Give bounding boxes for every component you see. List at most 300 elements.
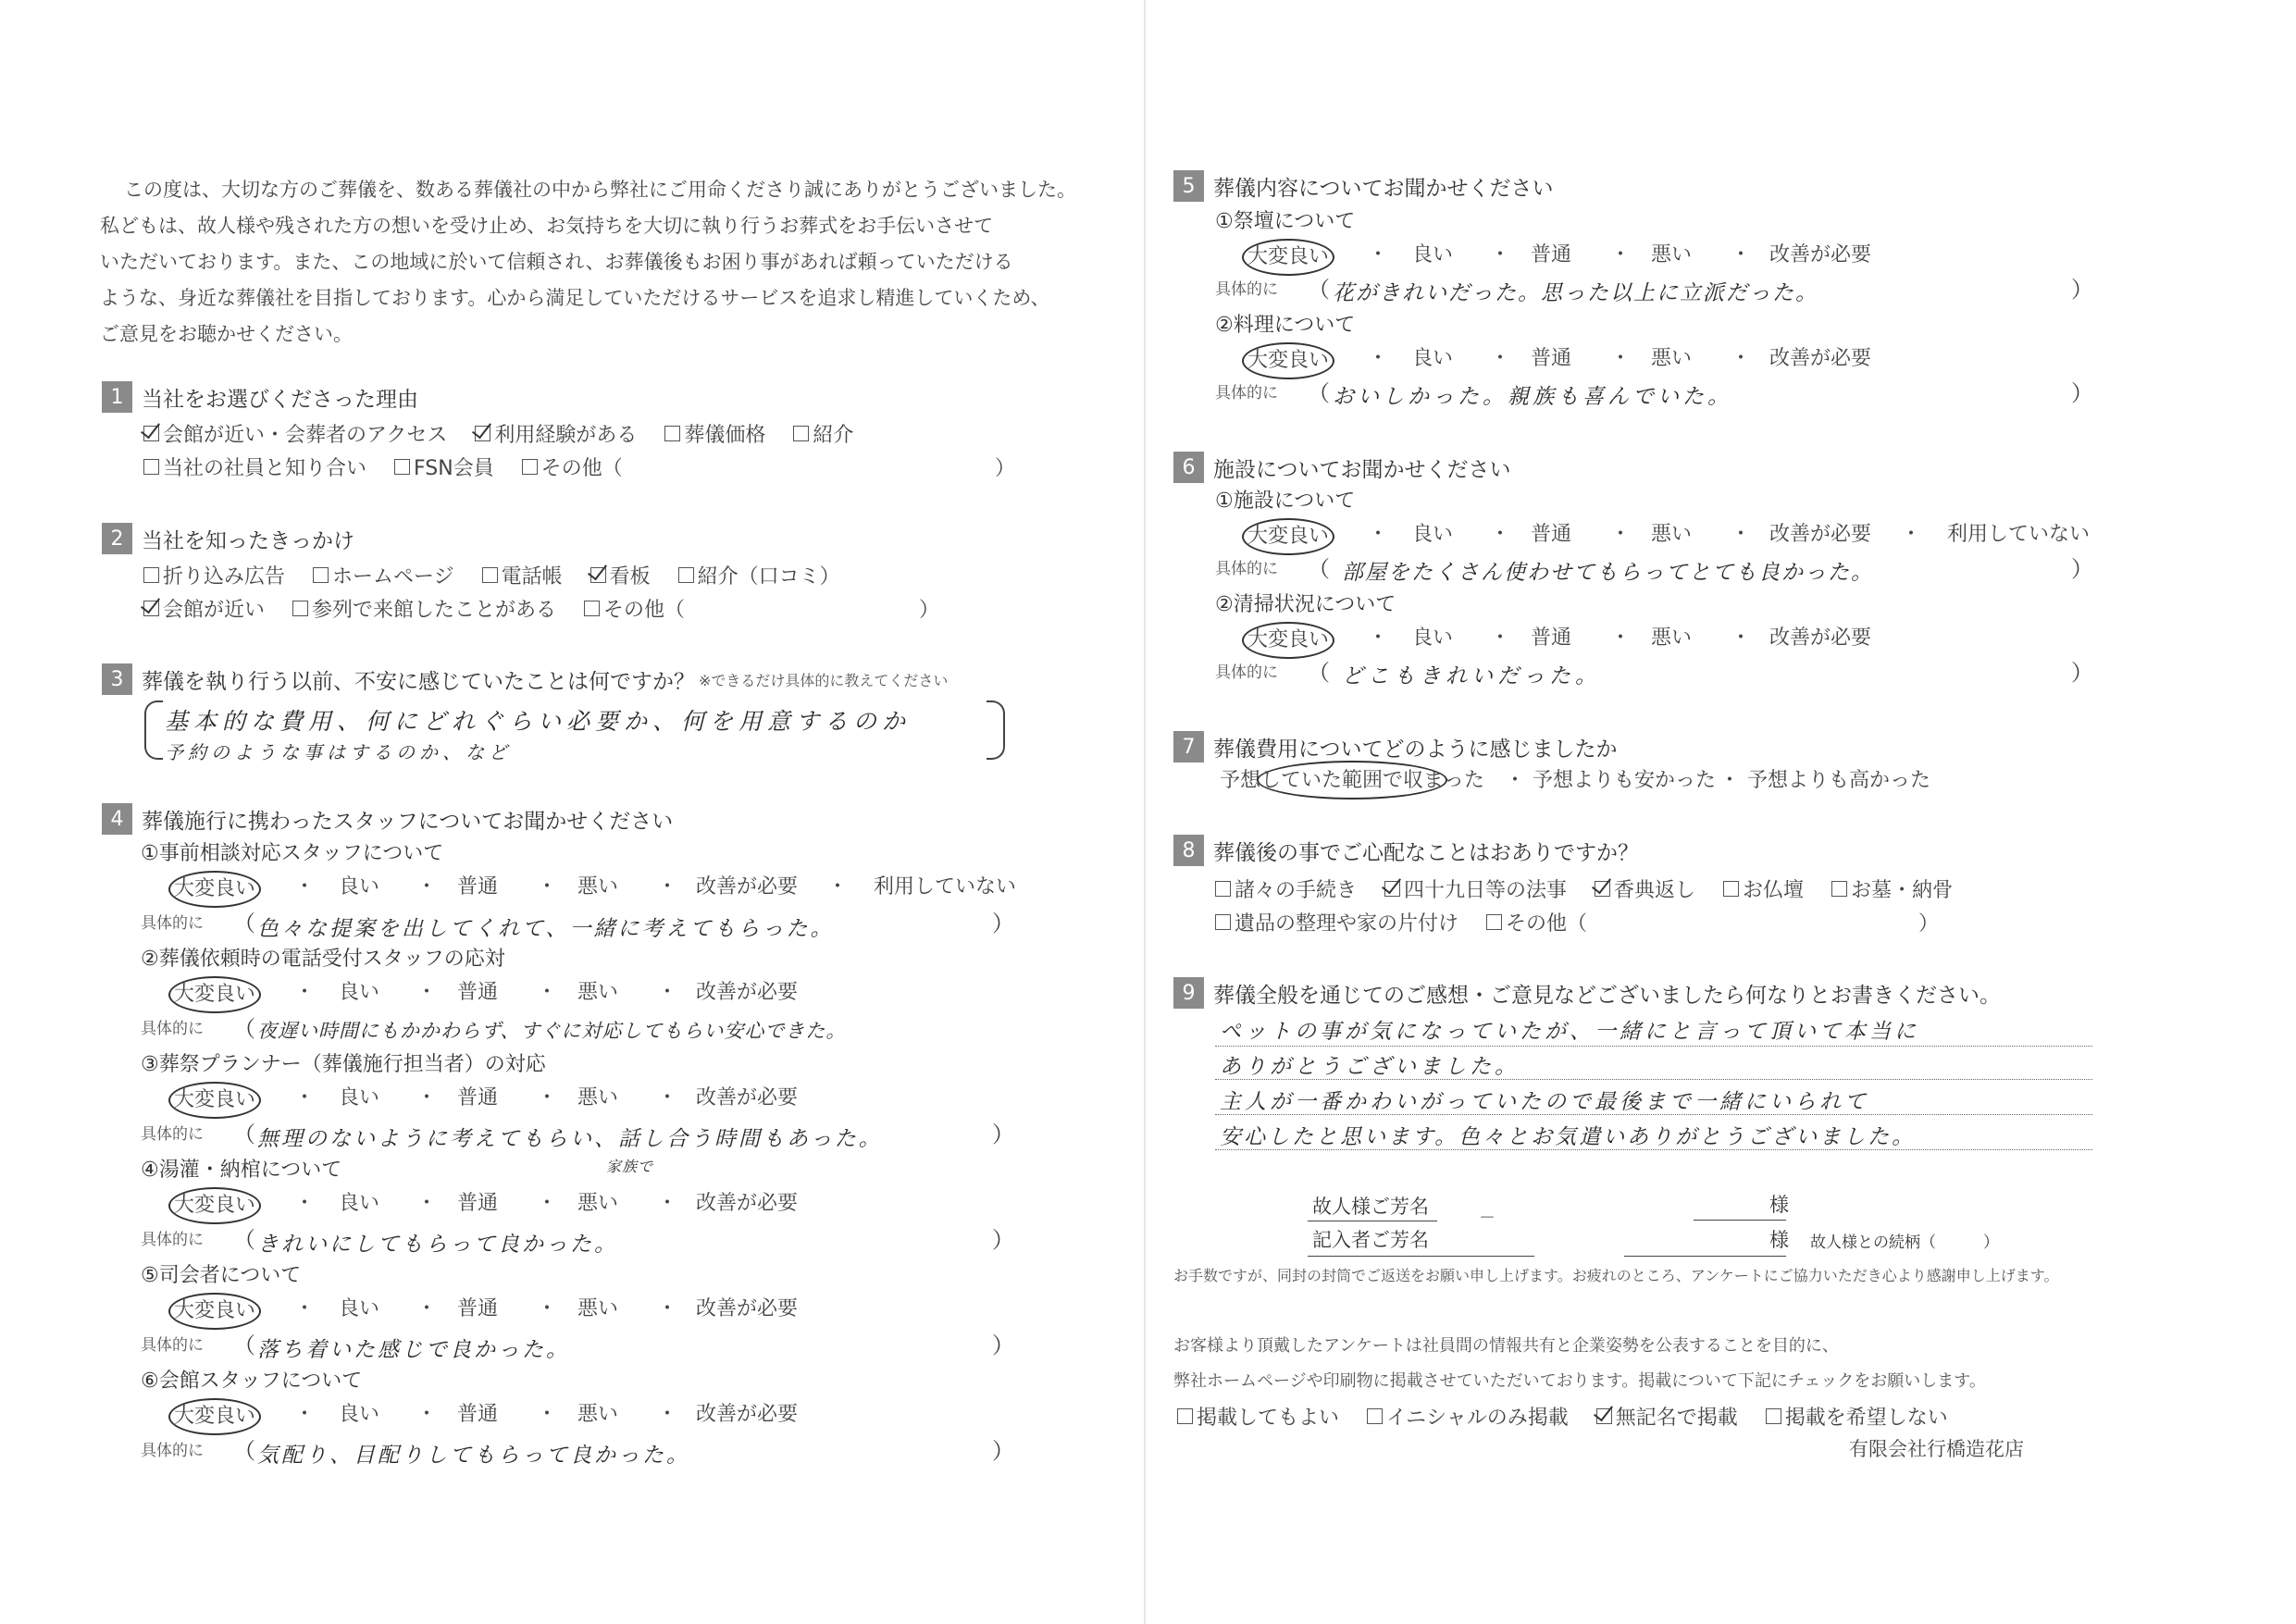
close-paren: ）	[992, 1227, 1014, 1253]
dash-mark: －	[1479, 1209, 1496, 1228]
rating-bad[interactable]: 悪い	[577, 1403, 619, 1426]
rating-bad[interactable]: 悪い	[1651, 347, 1693, 370]
handwritten-answer[interactable]: 夜遅い時間にもかかわらず、すぐに対応してもらい安心できた。	[257, 1020, 847, 1042]
rating-improve[interactable]: 改善が必要	[1769, 626, 1872, 650]
detail-label: 具体的に	[141, 914, 204, 933]
option-label: FSN会員	[414, 456, 494, 480]
rating-very-good-selected[interactable]: 大変良い	[168, 1187, 261, 1224]
option-label: 四十九日等の法事	[1404, 878, 1568, 902]
sub-question: ②清掃状況について	[1215, 593, 1396, 616]
separator: ・	[416, 1403, 438, 1426]
rating-scale	[1247, 622, 2080, 655]
option-label: 葬儀価格	[684, 423, 766, 447]
question-title: 施設についてお聞かせください	[1213, 457, 1511, 482]
option-label: 遺品の整理や家の片付け	[1235, 911, 1459, 936]
relation-label: 故人様との続柄（ ）	[1810, 1233, 1999, 1252]
rating-good[interactable]: 良い	[339, 1403, 380, 1426]
intro-line: いただいております。また、この地域に於いて信頼され、お葬儀後もお困り事があれば頼っていただける	[100, 251, 1013, 273]
rating-good[interactable]: 良い	[339, 875, 380, 899]
return-request-note: お手数ですが、同封の封筒でご返送をお願い申し上げます。お疲れのところ、アンケートにご協力いただき心より感謝申し上げます。	[1173, 1267, 2059, 1284]
close-paren: ）	[992, 1122, 1014, 1147]
handwritten-insert[interactable]: 家族で	[606, 1158, 654, 1175]
rating-very-good-selected[interactable]: 大変良い	[1242, 622, 1334, 659]
deceased-name-label: 故人様ご芳名	[1312, 1196, 1429, 1218]
separator: ・	[1719, 769, 1741, 792]
option-label: 会館が近い・会葬者のアクセス	[163, 423, 448, 447]
open-paren: （	[233, 1016, 255, 1042]
question-number: 5	[1173, 170, 1204, 202]
separator: ・	[537, 875, 558, 899]
intro-line: ご意見をお聴かせください。	[100, 323, 353, 345]
publish-initials-option[interactable]	[1367, 1402, 1569, 1431]
option-label: お墓・納骨	[1851, 878, 1954, 902]
handwritten-answer[interactable]: 気配り、目配りしてもらって良かった。	[257, 1444, 690, 1468]
option-label: その他（	[603, 598, 686, 622]
checkbox-icon[interactable]	[1215, 881, 1231, 897]
rating-improve[interactable]: 改善が必要	[696, 1192, 799, 1215]
handwritten-answer[interactable]: おいしかった。親族も喜んでいた。	[1333, 385, 1732, 409]
question-5	[1173, 170, 2099, 202]
separator: ・	[657, 1297, 678, 1320]
handwritten-answer[interactable]: 色々な提案を出してくれて、一緒に考えてもらった。	[257, 917, 835, 941]
question-9	[1173, 977, 2099, 1009]
rating-very-good-selected[interactable]: 大変良い	[168, 1293, 261, 1330]
detail-label: 具体的に	[141, 1336, 204, 1355]
q1-option-fsn[interactable]	[394, 452, 494, 481]
question-number: 6	[1173, 452, 1204, 483]
separator: ・	[537, 1297, 558, 1320]
separator: ・	[657, 981, 678, 1004]
rating-good[interactable]: 良い	[339, 981, 380, 1004]
question-2	[102, 523, 1027, 625]
rating-normal[interactable]: 普通	[457, 1086, 499, 1110]
rating-very-good-selected[interactable]: 大変良い	[168, 976, 261, 1013]
open-paren: （	[233, 1122, 255, 1147]
rating-scale	[1247, 239, 2080, 272]
question-title: 葬儀内容についてお聞かせください	[1213, 176, 1554, 201]
rating-scale	[174, 1187, 1062, 1221]
checkbox-icon[interactable]	[143, 567, 159, 583]
question-title: 葬儀施行に携わったスタッフについてお聞かせください	[142, 809, 674, 834]
detail-label: 具体的に	[1215, 384, 1278, 403]
separator: ・	[1731, 243, 1752, 267]
handwritten-answer[interactable]: きれいにしてもらって良かった。	[257, 1233, 618, 1257]
separator: ・	[1368, 243, 1389, 267]
separator: ・	[416, 1086, 438, 1110]
checkbox-icon[interactable]	[522, 459, 538, 475]
q1-option-referral[interactable]	[793, 419, 853, 448]
publish-ok-option[interactable]	[1177, 1402, 1339, 1431]
intro-line: 私どもは、故人様や残された方の想いを受け止め、お気持ちを大切に執り行うお葬式をお手伝いさせて	[100, 215, 994, 237]
rating-very-good-selected[interactable]: 大変良い	[168, 1082, 261, 1119]
question-number: 2	[102, 523, 132, 554]
separator: ・	[1731, 626, 1752, 650]
detail-label: 具体的に	[1215, 280, 1278, 299]
checkbox-icon[interactable]	[292, 601, 308, 616]
intro-line: この度は、大切な方のご葬儀を、数ある葬儀社の中から弊社にご用命くださり誠にありがとうございました。	[124, 179, 1076, 201]
q2-option-word-of-mouth[interactable]	[678, 561, 840, 589]
separator: ・	[1490, 243, 1511, 267]
handwritten-comment-line[interactable]: ありがとうございました。	[1220, 1055, 1520, 1079]
checkbox-icon[interactable]	[143, 459, 159, 475]
q2-option-flyer[interactable]	[143, 561, 285, 589]
cost-scale	[1220, 764, 2090, 798]
open-paren: （	[1308, 556, 1330, 582]
company-name: 有限会社行橋造花店	[1849, 1438, 2024, 1460]
close-paren: ）	[992, 1438, 1014, 1464]
separator: ・	[1610, 243, 1632, 267]
question-number: 8	[1173, 835, 1204, 866]
checkbox-icon[interactable]	[664, 426, 680, 441]
handwritten-comment-line[interactable]: 主人が一番かわいがっていたので最後まで一緒にいられて	[1220, 1090, 1869, 1114]
question-1	[102, 381, 1027, 483]
close-paren: ）	[2071, 660, 2093, 686]
separator: ・	[537, 1403, 558, 1426]
separator: ・	[537, 981, 558, 1004]
handwritten-comment-line[interactable]: 安心したと思います。色々とお気遣いありがとうございました。	[1220, 1125, 1917, 1149]
separator: ・	[537, 1086, 558, 1110]
rating-not-used[interactable]: 利用していない	[874, 875, 1017, 899]
close-paren: ）	[2071, 380, 2093, 406]
checkbox-icon[interactable]	[1367, 1408, 1383, 1424]
sub-question: ②葬儀依頼時の電話受付スタッフの応対	[141, 948, 505, 971]
checkbox-icon[interactable]	[1486, 914, 1502, 930]
option-label: 無記名で掲載	[1615, 1406, 1738, 1430]
checkbox-checked-icon[interactable]	[590, 567, 606, 583]
question-title: 葬儀費用についてどのように感じましたか	[1213, 737, 1618, 762]
separator: ・	[1490, 523, 1511, 546]
detail-label: 具体的に	[1215, 560, 1278, 578]
rating-good[interactable]: 良い	[1412, 347, 1454, 370]
rating-good[interactable]: 良い	[1412, 243, 1454, 267]
checkbox-checked-icon[interactable]	[1596, 1408, 1612, 1424]
separator: ・	[294, 1403, 316, 1426]
sub-question: ⑥会館スタッフについて	[141, 1370, 363, 1393]
intro-paragraph	[100, 172, 1076, 353]
q8-option-procedures[interactable]	[1215, 874, 1357, 903]
sub-question: ⑤司会者について	[141, 1264, 302, 1287]
separator: ・	[416, 981, 438, 1004]
separator: ・	[1368, 347, 1389, 370]
question-title: 葬儀全般を通じてのご感想・ご意見などございましたら何なりとお書きください。	[1213, 983, 2001, 1008]
underline	[1694, 1220, 1786, 1221]
separator: ・	[657, 1403, 678, 1426]
rating-scale	[1247, 518, 2099, 552]
q8-option-memorial[interactable]	[1384, 874, 1567, 903]
rating-scale	[1247, 342, 2080, 376]
open-paren: （	[233, 911, 255, 936]
question-note: ※できるだけ具体的に教えてください	[699, 671, 949, 689]
checkbox-checked-icon[interactable]	[143, 426, 159, 441]
q8-option-belongings[interactable]	[1215, 908, 1458, 936]
question-8	[1173, 835, 2099, 938]
separator: ・	[1368, 626, 1389, 650]
close-paren: ）	[992, 1333, 1014, 1358]
publication-options	[1177, 1399, 1976, 1432]
q3-answer-bracket-left	[144, 700, 163, 760]
q2-option-nearby[interactable]	[143, 594, 265, 623]
option-label: 紹介（口コミ）	[697, 564, 840, 589]
separator: ・	[294, 1086, 316, 1110]
q1-option-experience[interactable]	[475, 419, 637, 448]
question-6	[1173, 452, 2099, 483]
option-label: 香典返し	[1614, 878, 1696, 902]
q2-option-phonebook[interactable]	[482, 561, 563, 589]
separator: ・	[537, 1192, 558, 1215]
rating-bad[interactable]: 悪い	[577, 981, 619, 1004]
detail-label: 具体的に	[141, 1125, 204, 1144]
rating-bad[interactable]: 悪い	[1651, 243, 1693, 267]
policy-note: お客様より頂戴したアンケートは社員間の情報共有と企業姿勢を公表することを目的に、	[1173, 1336, 1839, 1356]
sub-question: ①事前相談対応スタッフについて	[141, 842, 444, 865]
separator: ・	[657, 875, 678, 899]
separator: ・	[1610, 347, 1632, 370]
q1-option-price[interactable]	[664, 419, 765, 448]
option-label: お仏壇	[1743, 878, 1805, 902]
q1-option-access[interactable]	[143, 419, 447, 448]
rating-good[interactable]: 良い	[1412, 626, 1454, 650]
separator: ・	[416, 875, 438, 899]
close-paren: ）	[2071, 556, 2093, 582]
rating-scale	[174, 1082, 1062, 1115]
separator: ・	[416, 1192, 438, 1215]
rating-good[interactable]: 良い	[1412, 523, 1454, 546]
q2-option-homepage[interactable]	[313, 561, 454, 589]
rating-very-good-selected[interactable]: 大変良い	[1242, 518, 1334, 555]
rating-improve[interactable]: 改善が必要	[696, 981, 799, 1004]
q2-option-other[interactable]	[584, 594, 685, 623]
sub-question: ①祭壇について	[1215, 210, 1356, 233]
question-3	[102, 663, 1027, 695]
close-paren: ）	[2071, 277, 2093, 303]
separator: ・	[1368, 523, 1389, 546]
question-number: 7	[1173, 731, 1204, 762]
open-paren: （	[233, 1333, 255, 1358]
checkbox-icon[interactable]	[793, 426, 809, 441]
checkbox-icon[interactable]	[584, 601, 600, 616]
rating-improve[interactable]: 改善が必要	[1769, 523, 1872, 546]
separator: ・	[294, 1192, 316, 1215]
dotted-line	[1215, 1046, 2092, 1047]
sub-question: ④湯灌・納棺について	[141, 1159, 342, 1182]
separator: ・	[827, 875, 849, 899]
checkbox-icon[interactable]	[394, 459, 410, 475]
rating-bad[interactable]: 悪い	[577, 1086, 619, 1110]
rating-scale	[174, 871, 1062, 904]
question-number: 4	[102, 803, 132, 835]
close-paren: ）	[995, 456, 1016, 480]
rating-normal[interactable]: 普通	[457, 1297, 499, 1320]
rating-scale	[174, 1398, 1062, 1432]
separator: ・	[1610, 626, 1632, 650]
handwritten-answer[interactable]: 落ち着いた感じで良かった。	[257, 1338, 570, 1362]
checkbox-icon[interactable]	[1766, 1408, 1781, 1424]
checkbox-icon[interactable]	[482, 567, 498, 583]
option-label: 電話帳	[501, 564, 563, 589]
left-page	[0, 0, 1146, 1624]
rating-scale	[174, 976, 1062, 1010]
option-label: その他（	[540, 456, 623, 480]
rating-very-good-selected[interactable]: 大変良い	[1242, 342, 1334, 379]
separator: ・	[1610, 523, 1632, 546]
publish-anonymous-option[interactable]	[1596, 1402, 1738, 1431]
rating-normal[interactable]: 普通	[457, 875, 499, 899]
open-paren: （	[1308, 660, 1330, 686]
question-title: 葬儀を執り行う以前、不安に感じていたことは何ですか？	[142, 669, 695, 694]
separator: ・	[1490, 626, 1511, 650]
option-label: 掲載を希望しない	[1784, 1406, 1948, 1430]
option-label: 会館が近い	[163, 598, 266, 622]
sub-question: ①施設について	[1215, 490, 1356, 513]
honorific-label: 様	[1769, 1229, 1789, 1251]
rating-normal[interactable]: 普通	[1531, 347, 1572, 370]
option-label: 看板	[609, 564, 651, 589]
detail-label: 具体的に	[1215, 663, 1278, 682]
question-title: 当社をお選びくださった理由	[142, 387, 418, 412]
rating-bad[interactable]: 悪い	[577, 1297, 619, 1320]
separator: ・	[294, 981, 316, 1004]
handwritten-answer[interactable]: 花がきれいだった。思った以上に立派だった。	[1333, 281, 1818, 305]
rating-normal[interactable]: 普通	[457, 1403, 499, 1426]
handwritten-answer[interactable]: どこもきれいだった。	[1342, 664, 1601, 688]
rating-normal[interactable]: 普通	[457, 981, 499, 1004]
option-label: 折り込み広告	[163, 564, 286, 589]
q8-option-altar[interactable]	[1723, 874, 1804, 903]
honorific-label: 様	[1769, 1194, 1789, 1216]
handwritten-answer[interactable]: 部屋をたくさん使わせてもらってとても良かった。	[1342, 561, 1874, 585]
option-label: 当社の社員と知り合い	[163, 456, 367, 480]
q8-option-return-gifts[interactable]	[1595, 874, 1695, 903]
rating-good[interactable]: 良い	[339, 1192, 380, 1215]
rating-very-good-selected[interactable]: 大変良い	[1242, 239, 1334, 276]
rating-improve[interactable]: 改善が必要	[696, 1297, 799, 1320]
separator: ・	[657, 1192, 678, 1215]
separator: ・	[416, 1297, 438, 1320]
sub-question: ③葬祭プランナー（葬儀施行担当者）の対応	[141, 1053, 546, 1076]
question-number: 9	[1173, 977, 1204, 1009]
separator: ・	[1901, 523, 1922, 546]
option-label: 諸々の手続き	[1235, 878, 1358, 902]
rating-scale	[174, 1293, 1062, 1326]
checkbox-checked-icon[interactable]	[1384, 881, 1400, 897]
option-label: 予想していた範囲で収まった	[1220, 769, 1485, 792]
rating-improve[interactable]: 改善が必要	[696, 875, 799, 899]
checkbox-checked-icon[interactable]	[1595, 881, 1610, 897]
rating-normal[interactable]: 普通	[1531, 626, 1572, 650]
separator: ・	[1731, 347, 1752, 370]
option-label: その他（	[1506, 911, 1588, 936]
checkbox-icon[interactable]	[1177, 1408, 1193, 1424]
detail-label: 具体的に	[141, 1442, 204, 1460]
selection-ellipse	[1257, 761, 1447, 800]
rating-normal[interactable]: 普通	[1531, 523, 1572, 546]
publish-decline-option[interactable]	[1766, 1402, 1948, 1431]
question-4	[102, 803, 1074, 835]
cost-option-within-range-selected[interactable]	[1220, 764, 1484, 798]
separator: ・	[294, 1297, 316, 1320]
option-label: ホームページ	[332, 564, 454, 589]
option-label: 紹介	[813, 423, 854, 447]
q1-option-acquaintance[interactable]	[143, 452, 366, 481]
rating-bad[interactable]: 悪い	[1651, 523, 1693, 546]
separator: ・	[294, 875, 316, 899]
separator: ・	[1505, 769, 1526, 792]
rating-bad[interactable]: 悪い	[1651, 626, 1693, 650]
option-label: 利用経験がある	[494, 423, 638, 447]
handwritten-comment-line[interactable]: ペットの事が気になっていたが、一緒にと言って頂いて本当に	[1220, 1020, 1919, 1044]
handwritten-answer[interactable]: 無理のないように考えてもらい、話し合う時間もあった。	[257, 1127, 883, 1151]
rating-bad[interactable]: 悪い	[577, 1192, 619, 1215]
rating-very-good-selected[interactable]: 大変良い	[168, 871, 261, 908]
q1-option-other[interactable]	[522, 452, 623, 481]
cost-option-cheaper[interactable]: 予想よりも安かった	[1533, 769, 1717, 792]
q2-option-attended[interactable]	[292, 594, 556, 623]
option-label: 参列で来館したことがある	[312, 598, 557, 622]
rating-very-good-selected[interactable]: 大変良い	[168, 1398, 261, 1435]
close-paren: ）	[992, 911, 1014, 936]
detail-label: 具体的に	[141, 1020, 204, 1038]
underline	[1308, 1256, 1534, 1257]
intro-line: ような、身近な葬儀社を目指しております。心から満足していただけるサービスを追求し精進していくため、	[100, 287, 1050, 309]
checkbox-icon[interactable]	[313, 567, 329, 583]
underline	[1624, 1256, 1786, 1257]
q3-answer-line[interactable]: 基本的な費用、何にどれぐらい必要か、何を用意するのか	[165, 708, 912, 735]
checkbox-icon[interactable]	[1723, 881, 1739, 897]
rating-improve[interactable]: 改善が必要	[1769, 243, 1872, 267]
rating-good[interactable]: 良い	[339, 1086, 380, 1110]
rating-bad[interactable]: 悪い	[577, 875, 619, 899]
detail-label: 具体的に	[141, 1231, 204, 1249]
rating-not-used[interactable]: 利用していない	[1947, 523, 2091, 546]
rating-improve[interactable]: 改善が必要	[1769, 347, 1872, 370]
open-paren: （	[233, 1438, 255, 1464]
sub-question: ②料理について	[1215, 314, 1356, 337]
separator: ・	[1490, 347, 1511, 370]
checkbox-icon[interactable]	[1215, 914, 1231, 930]
option-label: イニシャルのみ掲載	[1386, 1406, 1569, 1430]
q2-option-signboard[interactable]	[590, 561, 651, 589]
close-paren: ）	[1918, 911, 1940, 936]
question-7	[1173, 731, 2099, 762]
open-paren: （	[1308, 380, 1330, 406]
checkbox-icon[interactable]	[678, 567, 694, 583]
q8-option-other[interactable]	[1486, 908, 1587, 936]
option-label: 掲載してもよい	[1197, 1406, 1340, 1430]
checkbox-checked-icon[interactable]	[143, 601, 159, 616]
open-paren: （	[1308, 277, 1330, 303]
rating-improve[interactable]: 改善が必要	[696, 1086, 799, 1110]
q3-answer-line[interactable]: 予約のような事はするのか、など	[165, 741, 512, 763]
question-title: 葬儀後の事でご心配なことはおありですか？	[1213, 840, 1639, 865]
question-number: 3	[102, 663, 132, 695]
checkbox-checked-icon[interactable]	[475, 426, 490, 441]
rating-normal[interactable]: 普通	[457, 1192, 499, 1215]
rating-improve[interactable]: 改善が必要	[696, 1403, 799, 1426]
separator: ・	[1731, 523, 1752, 546]
separator: ・	[657, 1086, 678, 1110]
cost-option-more-expensive[interactable]: 予想よりも高かった	[1747, 769, 1931, 792]
writer-name-label: 記入者ご芳名	[1312, 1229, 1429, 1251]
q3-answer-bracket-right	[987, 700, 1005, 760]
rating-good[interactable]: 良い	[339, 1297, 380, 1320]
policy-note: 弊社ホームページや印刷物に掲載させていただいております。掲載について下記にチェックをお願いします。	[1173, 1371, 1986, 1391]
question-title: 当社を知ったきっかけ	[142, 528, 354, 553]
q8-option-grave[interactable]	[1831, 874, 1953, 903]
open-paren: （	[233, 1227, 255, 1253]
checkbox-icon[interactable]	[1831, 881, 1847, 897]
rating-normal[interactable]: 普通	[1531, 243, 1572, 267]
close-paren: ）	[919, 598, 940, 622]
